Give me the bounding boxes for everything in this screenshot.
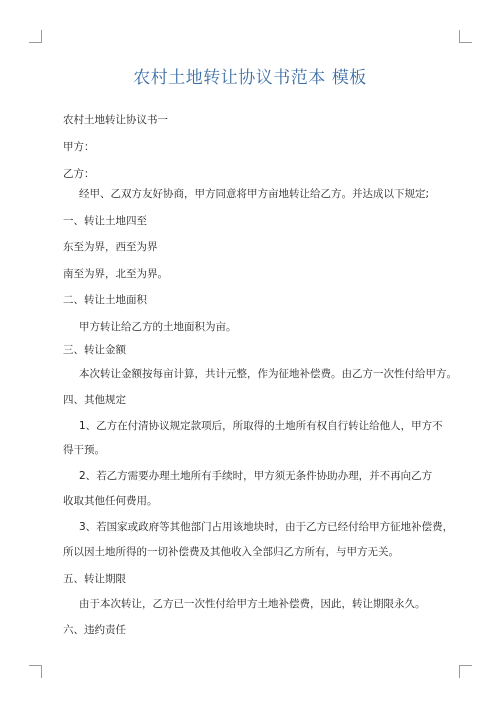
paragraph-rule-2-line-2: 收取其他任何费用。 <box>63 495 158 507</box>
heading-amount: 三、转让金额 <box>63 344 126 356</box>
paragraph-amount: 本次转让金额按每亩计算，共计元整，作为征地补偿费。由乙方一次性付给甲方。 <box>79 368 457 380</box>
heading-boundaries: 一、转让土地四至 <box>63 215 147 227</box>
paragraph-rule-2-line-1: 2、若乙方需要办理土地所有手续时，甲方须无条件协助办理，并不再向乙方 <box>79 470 433 482</box>
heading-liability: 六、违约责任 <box>63 624 126 636</box>
paragraph-party-a: 甲方： <box>63 141 95 153</box>
paragraph-rule-3-line-2: 所以因土地所得的一切补偿费及其他收入全部归乙方所有，与甲方无关。 <box>63 546 399 558</box>
paragraph-rule-3-line-1: 3、若国家或政府等其他部门占用该地块时，由于乙方已经付给甲方征地补偿费， <box>79 521 454 533</box>
heading-other: 四、其他规定 <box>63 394 126 406</box>
paragraph-intro: 经甲、乙双方友好协商，甲方同意将甲方亩地转让给乙方。并达成以下规定; <box>79 188 430 200</box>
paragraph-east-west: 东至为界，西至为界 <box>63 241 158 253</box>
heading-area: 二、转让土地面积 <box>63 294 147 306</box>
paragraph-south-north: 南至为界，北至为界。 <box>63 268 168 280</box>
crop-mark-bottom-left <box>29 665 42 678</box>
paragraph-party-b: 乙方： <box>63 168 95 180</box>
paragraph-rule-1-line-1: 1、乙方在付清协议规定款项后，所取得的土地所有权自行转让给他人，甲方不 <box>79 420 443 432</box>
crop-mark-top-right <box>459 30 472 43</box>
paragraph-subtitle: 农村土地转让协议书一 <box>63 114 168 126</box>
paragraph-rule-1-line-2: 得干预。 <box>63 444 105 456</box>
paragraph-term: 由于本次转让，乙方已一次性付给甲方土地补偿费，因此，转让期限永久。 <box>79 598 426 610</box>
heading-term: 五、转让期限 <box>63 573 126 585</box>
crop-mark-bottom-right <box>459 665 472 678</box>
paragraph-area: 甲方转让给乙方的土地面积为亩。 <box>79 321 237 333</box>
crop-mark-top-left <box>29 30 42 43</box>
document-title: 农村土地转让协议书范本 模板 <box>133 68 367 88</box>
